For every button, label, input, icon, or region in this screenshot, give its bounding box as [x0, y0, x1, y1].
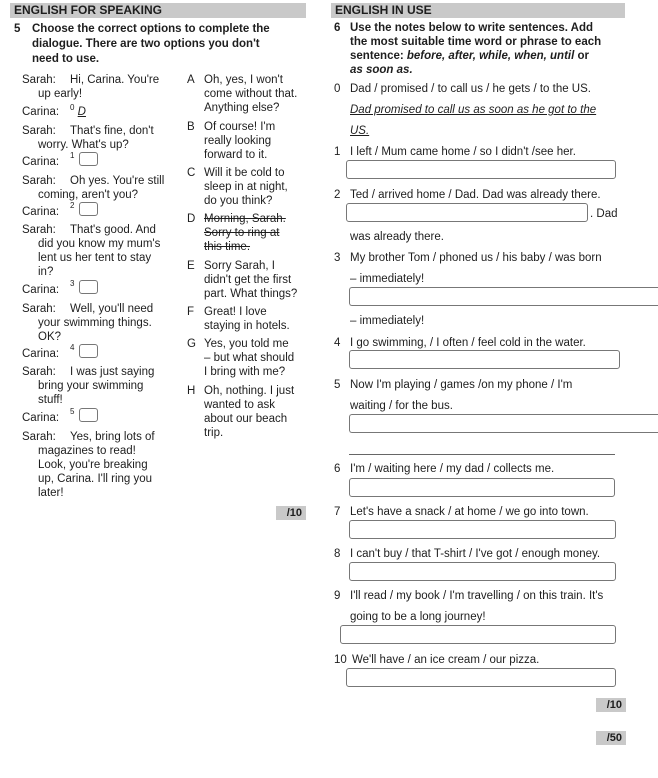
- gap-number: 3: [70, 279, 75, 289]
- answer-box-2[interactable]: [79, 202, 98, 216]
- option-text-crossed: Morning, Sarah.: [204, 213, 286, 225]
- item-prompt: We'll have / an ice cream / our pizza.: [352, 654, 540, 666]
- item-text: was already there.: [350, 231, 444, 243]
- item-text: – immediately!: [350, 315, 425, 327]
- option-text: didn't get the first: [204, 274, 292, 286]
- dialogue-text: up, Carina. I'll ring you: [38, 473, 153, 485]
- speaker: Sarah:: [22, 431, 56, 443]
- item-prompt: I go swimming, / I often / feel cold in the water.: [350, 337, 586, 349]
- instruction-line: as soon as.: [350, 64, 413, 76]
- speaker: Carina:: [22, 156, 60, 168]
- answer-field-4[interactable]: [349, 350, 620, 369]
- dialogue-text: That's good. And: [70, 224, 156, 236]
- option-text: forward to it.: [204, 149, 268, 161]
- option-text: come without that.: [204, 88, 298, 100]
- answer-box-1[interactable]: [79, 152, 98, 166]
- answer-field-2[interactable]: [346, 203, 588, 222]
- answer-field-3[interactable]: [349, 287, 658, 306]
- dialogue-text: magazines to read!: [38, 445, 136, 457]
- option-letter: H: [187, 385, 196, 397]
- speaker: Carina:: [22, 412, 60, 424]
- dialogue-text: bring your swimming: [38, 380, 144, 392]
- instruction-line: the most suitable time word or phrase to each: [350, 36, 602, 48]
- answer-field-9[interactable]: [340, 625, 616, 644]
- item-prompt: I'm / waiting here / my dad / collects me.: [350, 463, 555, 475]
- answer-field-8[interactable]: [349, 562, 616, 581]
- option-text: Oh, yes, I won't: [204, 74, 283, 86]
- speaker: Sarah:: [22, 125, 56, 137]
- dialogue-text: Oh yes. You're still: [70, 175, 165, 187]
- option-letter: F: [187, 306, 195, 318]
- answer-field-5[interactable]: [349, 414, 658, 433]
- score-box-use: /10: [596, 698, 626, 712]
- option-text: sleep in at night,: [204, 181, 288, 193]
- item-prompt: Let's have a snack / at home / we go into town.: [350, 506, 589, 518]
- answer-field-6[interactable]: [349, 478, 615, 497]
- answer-field-10[interactable]: [346, 668, 616, 687]
- option-text: wanted to ask: [204, 399, 275, 411]
- answer-line: [349, 454, 615, 455]
- instruction-line: Use the notes below to write sentences. Add: [350, 22, 594, 34]
- example-answer: Dad promised to call us as soon as he got to the: [350, 104, 597, 116]
- score-box-speaking: /10: [276, 506, 306, 520]
- exercise-number: 6: [334, 22, 341, 34]
- gap-number: 0: [70, 103, 75, 113]
- dialogue-text: your swimming things.: [38, 317, 152, 329]
- option-text: Oh, nothing. I just: [204, 385, 295, 397]
- answer-example: [70, 105, 86, 119]
- item-number: 8: [334, 548, 341, 560]
- option-text: Sorry Sarah, I: [204, 260, 275, 272]
- speaker: Sarah:: [22, 303, 56, 315]
- option-text: Of course! I'm: [204, 121, 276, 133]
- dialogue-text: Hi, Carina. You're: [70, 74, 160, 86]
- item-prompt: I'll read / my book / I'm travelling / on this train. It's: [350, 590, 604, 602]
- dialogue-text: That's fine, don't: [70, 125, 154, 137]
- item-number: 4: [334, 337, 341, 349]
- item-number: 1: [334, 146, 341, 158]
- option-letter: B: [187, 121, 195, 133]
- dialogue-text: coming, aren't you?: [38, 189, 139, 201]
- item-prompt: Ted / arrived home / Dad. Dad was already there.: [350, 189, 601, 201]
- dialogue-text: up early!: [38, 88, 83, 100]
- option-text: trip.: [204, 427, 224, 439]
- option-text: staying in hotels.: [204, 320, 290, 332]
- option-letter: G: [187, 338, 196, 350]
- speaker: Sarah:: [22, 74, 56, 86]
- speaker: Sarah:: [22, 175, 56, 187]
- item-prompt: going to be a long journey!: [350, 611, 486, 623]
- instruction-line: sentence: before, after, while, when, until or: [350, 50, 590, 62]
- option-text: really looking: [204, 135, 272, 147]
- option-text: I bring with me?: [204, 366, 286, 378]
- dialogue-text: later!: [38, 487, 64, 499]
- option-text: Yes, you told me: [204, 338, 289, 350]
- option-text: – but what should: [204, 352, 295, 364]
- answer-field-7[interactable]: [349, 520, 616, 539]
- item-number: 2: [334, 189, 341, 201]
- option-text: Will it be cold to: [204, 167, 285, 179]
- section-header-use: ENGLISH IN USE: [331, 3, 625, 18]
- dialogue-text: I was just saying: [70, 366, 155, 378]
- option-letter: C: [187, 167, 196, 179]
- option-text-crossed: this time.: [204, 241, 251, 253]
- answer-box-4[interactable]: [79, 344, 98, 358]
- answer-field-1[interactable]: [346, 160, 616, 179]
- speaker: Sarah:: [22, 366, 56, 378]
- option-text: part. What things?: [204, 288, 298, 300]
- gap-number: 4: [70, 343, 75, 353]
- dialogue-text: OK?: [38, 331, 62, 343]
- option-text: Great! I love: [204, 306, 267, 318]
- instruction-line: dialogue. There are two options you don't: [32, 38, 260, 50]
- dialogue-text: Look, you're breaking: [38, 459, 148, 471]
- example-answer: D: [77, 106, 86, 118]
- item-text: . Dad: [590, 208, 618, 220]
- item-prompt: I can't buy / that T-shirt / I've got / enough money.: [350, 548, 601, 560]
- option-text: about our beach: [204, 413, 288, 425]
- item-prompt: I left / Mum came home / so I didn't /see her.: [350, 146, 576, 158]
- item-number: 10: [334, 654, 347, 666]
- speaker: Carina:: [22, 348, 60, 360]
- score-box-total: /50: [596, 731, 626, 745]
- dialogue-text: stuff!: [38, 394, 63, 406]
- speaker: Sarah:: [22, 224, 56, 236]
- item-prompt: – immediately!: [350, 273, 425, 285]
- dialogue-text: Well, you'll need: [70, 303, 154, 315]
- answer-box-5[interactable]: [79, 408, 98, 422]
- answer-box-3[interactable]: [79, 280, 98, 294]
- item-number: 7: [334, 506, 341, 518]
- item-number: 9: [334, 590, 341, 602]
- dialogue-text: did you know my mum's: [38, 238, 161, 250]
- item-number: 5: [334, 379, 341, 391]
- dialogue-text: lent us her tent to stay: [38, 252, 152, 264]
- gap-number: 5: [70, 407, 75, 417]
- item-number: 3: [334, 252, 341, 264]
- instruction-line: Choose the correct options to complete the: [32, 23, 270, 35]
- dialogue-text: in?: [38, 266, 54, 278]
- section-header-speaking: ENGLISH FOR SPEAKING: [10, 3, 306, 18]
- speaker: Carina:: [22, 106, 60, 118]
- option-text: do you think?: [204, 195, 273, 207]
- speaker: Carina:: [22, 206, 60, 218]
- item-prompt: Now I'm playing / games /on my phone / I'm: [350, 379, 573, 391]
- example-answer: US.: [350, 125, 370, 137]
- option-letter: D: [187, 213, 196, 225]
- dialogue-text: worry. What's up?: [38, 139, 129, 151]
- option-text: Anything else?: [204, 102, 280, 114]
- exercise-number: 5: [14, 23, 21, 35]
- gap-number: 2: [70, 201, 75, 211]
- gap-number: 1: [70, 151, 75, 161]
- dialogue-text: Yes, bring lots of: [70, 431, 155, 443]
- item-prompt: My brother Tom / phoned us / his baby / was born: [350, 252, 602, 264]
- speaker: Carina:: [22, 284, 60, 296]
- item-prompt: waiting / for the bus.: [350, 400, 453, 412]
- item-number: 0: [334, 83, 341, 95]
- item-prompt: Dad / promised / to call us / he gets / to the US.: [350, 83, 591, 95]
- option-text-crossed: Sorry to ring at: [204, 227, 280, 239]
- item-number: 6: [334, 463, 341, 475]
- instruction-line: need to use.: [32, 53, 100, 65]
- option-letter: E: [187, 260, 195, 272]
- option-letter: A: [187, 74, 195, 86]
